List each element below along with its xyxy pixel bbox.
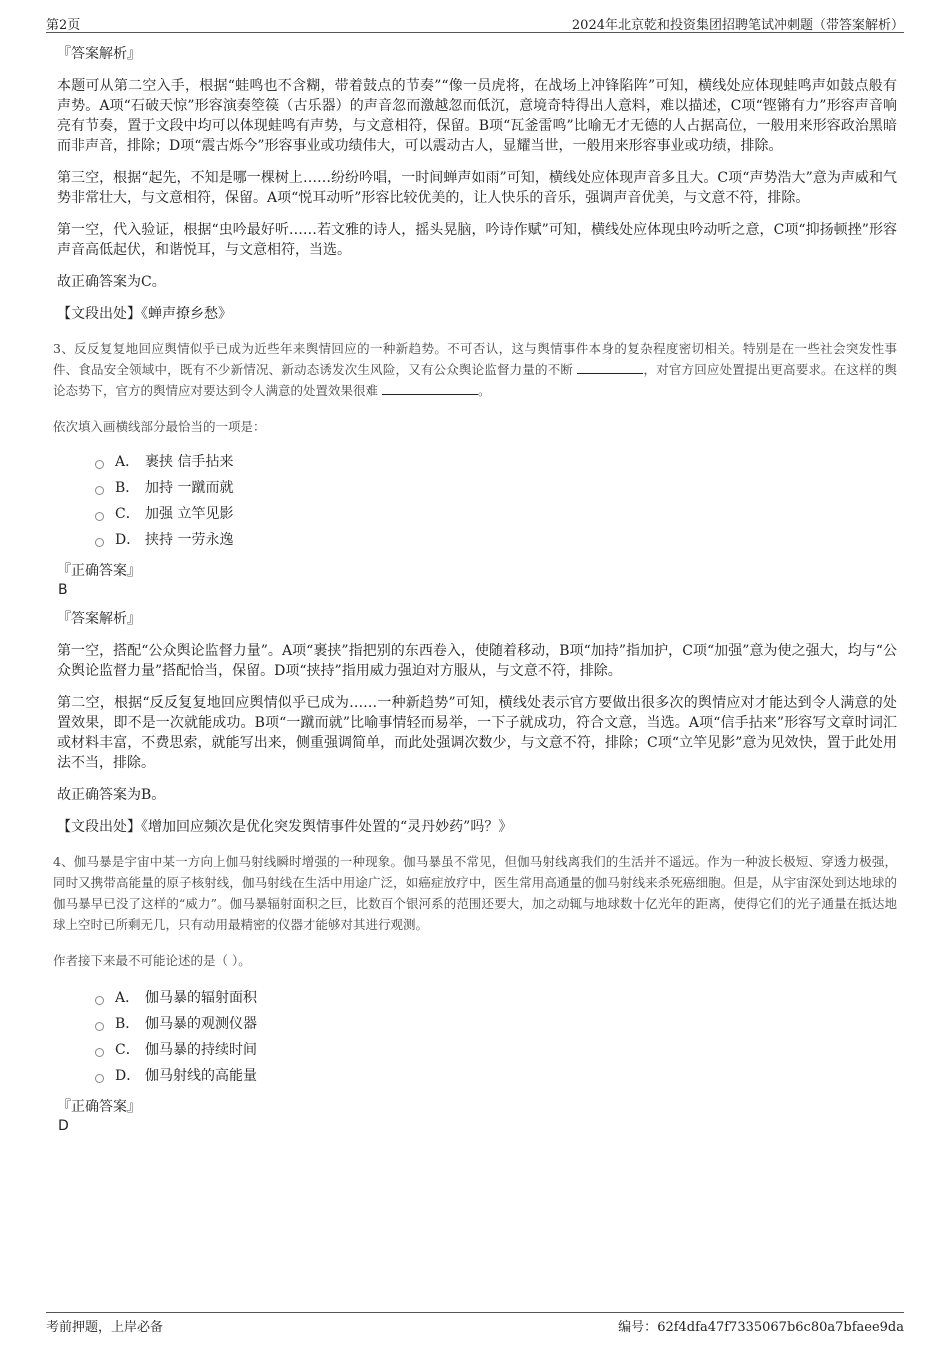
option-text: 裹挟 信手拈来 bbox=[145, 454, 234, 470]
question-3 bbox=[53, 338, 897, 837]
option-text: 加强 立竿见影 bbox=[145, 506, 234, 522]
answer-block bbox=[57, 561, 897, 599]
option-d[interactable] bbox=[95, 527, 897, 553]
page-footer bbox=[46, 1312, 904, 1333]
option-text: 伽马暴的持续时间 bbox=[145, 1042, 257, 1058]
radio-icon[interactable] bbox=[95, 1074, 104, 1083]
question-4 bbox=[53, 851, 897, 1135]
analysis-paragraph: 第二空，根据“反反复复地回应舆情似乎已成为……一种新趋势”可知，横线处表示官方要做出很多次的舆情应对才能达到令人满意的处置效果，即不是一次就能成功。B项“一蹴而就”比喻事情轻而易举，一下子就成功，符合文意，当选。A项“信手拈来”形容写文章时词汇或材料丰富，不费思索，就能写出来，侧重强调简单，而此处强调次数少，与文意不符，排除；C项“立竿见影”意为见效快，置于此处用法不当，排除。 bbox=[57, 695, 897, 771]
code-label: 编号： bbox=[618, 1320, 658, 1335]
option-letter: B． bbox=[115, 480, 140, 496]
correct-answer-value: D bbox=[58, 1118, 69, 1134]
fill-blank-1 bbox=[577, 359, 643, 374]
radio-icon[interactable] bbox=[95, 996, 104, 1005]
radio-icon[interactable] bbox=[95, 1022, 104, 1031]
document-body bbox=[53, 44, 897, 1145]
question-stem: 4、伽马暴是宇宙中某一方向上伽马射线瞬时增强的一种现象。伽马暴虽不常见，但伽马射线离我们的生活并不遥远。作为一种波长极短、穿透力极强，同时又携带高能量的原子核射线，伽马射线在生活中用途广泛，如癌症放疗中，医生常用高通量的伽马射线来杀死癌细胞。但是，从宇宙深处到达地球的伽马暴早已没了这样的“威力”。伽马暴辐射面积之巨，比数百个银河系的范围还要大，加之动辄与地球数十亿光年的距离，使得它们的光子通量在抵达地球上空时已所剩无几，只有动用最精密的仪器才能够对其进行观测。 bbox=[53, 854, 897, 932]
option-text: 伽马暴的观测仪器 bbox=[145, 1016, 257, 1032]
radio-icon[interactable] bbox=[95, 538, 104, 547]
option-letter: D． bbox=[115, 532, 141, 548]
source-line bbox=[57, 304, 897, 324]
analysis-paragraph: 第三空，根据“起先，不知是哪一棵树上……纷纷吟唱，一时间蝉声如雨”可知，横线处应体现声音多且大。C项“声势浩大”意为声威和气势非常壮大，与文意相符，保留。A项“悦耳动听”形容比较优美的，让人快乐的音乐，强调声音优美，与文意不符，排除。 bbox=[57, 170, 897, 206]
options-list bbox=[95, 985, 897, 1089]
stem-text: ，对官方回应处置提出更高要求。在这样的舆论态势下，官方的舆情应对要达到令人满意的处置效果很难 bbox=[53, 362, 897, 398]
code-value: 62f4dfa47f7335067b6c80a7bfaee9da bbox=[657, 1320, 904, 1335]
correct-answer-label: 『正确答案』 bbox=[57, 563, 141, 579]
q2-analysis-block bbox=[57, 44, 897, 324]
source-label: 【文段出处】 bbox=[57, 819, 141, 835]
option-letter: D． bbox=[115, 1068, 141, 1084]
source-line bbox=[57, 817, 897, 837]
option-c[interactable] bbox=[95, 501, 897, 527]
option-letter: B． bbox=[115, 1016, 140, 1032]
analysis-conclusion: 故正确答案为C。 bbox=[57, 274, 166, 290]
question-stem bbox=[53, 338, 897, 401]
analysis-paragraph: 本题可从第二空入手，根据“蛙鸣也不含糊，带着鼓点的节奏”“像一员虎将，在战场上冲锋陷阵”可知，横线处应体现蛙鸣声如鼓点般有声势。A项“石破天惊”形容演奏箜篌（古乐器）的声音忽而激越忽而低沉，意境奇特得出人意料，难以描述，C项“铿锵有力”形容声音响亮有节奏，置于文段中均可以体现蛙鸣有声势，与文意相符，保留。B项“瓦釜雷鸣”比喻无才无德的人占据高位，一般用来形容政治黑暗而非声音，排除；D项“震古烁今”形容事业或功绩伟大，可以震动古人，显耀当世，一般用来形容事业或功绩，排除。 bbox=[57, 78, 897, 154]
options-list bbox=[95, 449, 897, 553]
page-header bbox=[46, 12, 904, 33]
correct-answer-value: B bbox=[58, 582, 68, 598]
analysis-label: 『答案解析』 bbox=[57, 46, 141, 62]
document-title: 2024年北京乾和投资集团招聘笔试冲刺题（带答案解析） bbox=[571, 18, 904, 33]
fill-blank-2 bbox=[382, 380, 478, 395]
question-prompt: 作者接下来最不可能论述的是（ ）。 bbox=[53, 953, 251, 968]
option-text: 挟持 一劳永逸 bbox=[145, 532, 234, 548]
radio-icon[interactable] bbox=[95, 460, 104, 469]
option-text: 伽马射线的高能量 bbox=[145, 1068, 257, 1084]
option-letter: C． bbox=[115, 506, 140, 522]
option-letter: A． bbox=[115, 454, 140, 470]
question-prompt: 依次填入画横线部分最恰当的一项是： bbox=[53, 419, 266, 434]
analysis-paragraph: 第一空，搭配“公众舆论监督力量”。A项“裹挟”指把别的东西卷入，使随着移动，B项“加持”指加护，C项“加强”意为使之强大，均与“公众舆论监督力量”搭配恰当，保留。D项“挟持”指用威力强迫对方服从，与文意不符，排除。 bbox=[57, 643, 897, 679]
document-code bbox=[618, 1316, 904, 1335]
option-text: 伽马暴的辐射面积 bbox=[145, 990, 257, 1006]
option-b[interactable] bbox=[95, 1011, 897, 1037]
radio-icon[interactable] bbox=[95, 512, 104, 521]
option-a[interactable] bbox=[95, 985, 897, 1011]
source-label: 【文段出处】 bbox=[57, 306, 141, 322]
analysis-conclusion: 故正确答案为B。 bbox=[57, 787, 166, 803]
stem-text: 。 bbox=[478, 383, 491, 398]
option-c[interactable] bbox=[95, 1037, 897, 1063]
correct-answer-label: 『正确答案』 bbox=[57, 1099, 141, 1115]
stem-text: 3、反反复复地回应舆情似乎已成为近些年来舆情回应的一种新趋势。不可否认，这与舆情事件本身的复杂程度密切相关。特别是在一些社会突发性事件、食品安全领域中，既有不少新情况、新动态诱发次生风险，又有公众舆论监督力量的不断 bbox=[53, 341, 897, 377]
option-b[interactable] bbox=[95, 475, 897, 501]
source-title: 《增加回应频次是优化突发舆情事件处置的“灵丹妙药”吗？》 bbox=[141, 819, 513, 835]
footer-slogan: 考前押题，上岸必备 bbox=[46, 1320, 164, 1335]
option-letter: A． bbox=[115, 990, 140, 1006]
radio-icon[interactable] bbox=[95, 486, 104, 495]
option-text: 加持 一蹴而就 bbox=[145, 480, 234, 496]
analysis-paragraph: 第一空，代入验证，根据“虫吟最好听……若文雅的诗人，摇头晃脑，吟诗作赋”可知，横线处应体现虫吟动听之意，C项“抑扬顿挫”形容声音高低起伏，和谐悦耳，与文意相符，当选。 bbox=[57, 222, 897, 258]
option-a[interactable] bbox=[95, 449, 897, 475]
radio-icon[interactable] bbox=[95, 1048, 104, 1057]
analysis-label: 『答案解析』 bbox=[57, 611, 141, 627]
source-title: 《蝉声撩乡愁》 bbox=[141, 306, 232, 322]
answer-block bbox=[57, 1097, 897, 1135]
page-number: 第2页 bbox=[46, 18, 81, 33]
option-d[interactable] bbox=[95, 1063, 897, 1089]
option-letter: C． bbox=[115, 1042, 140, 1058]
